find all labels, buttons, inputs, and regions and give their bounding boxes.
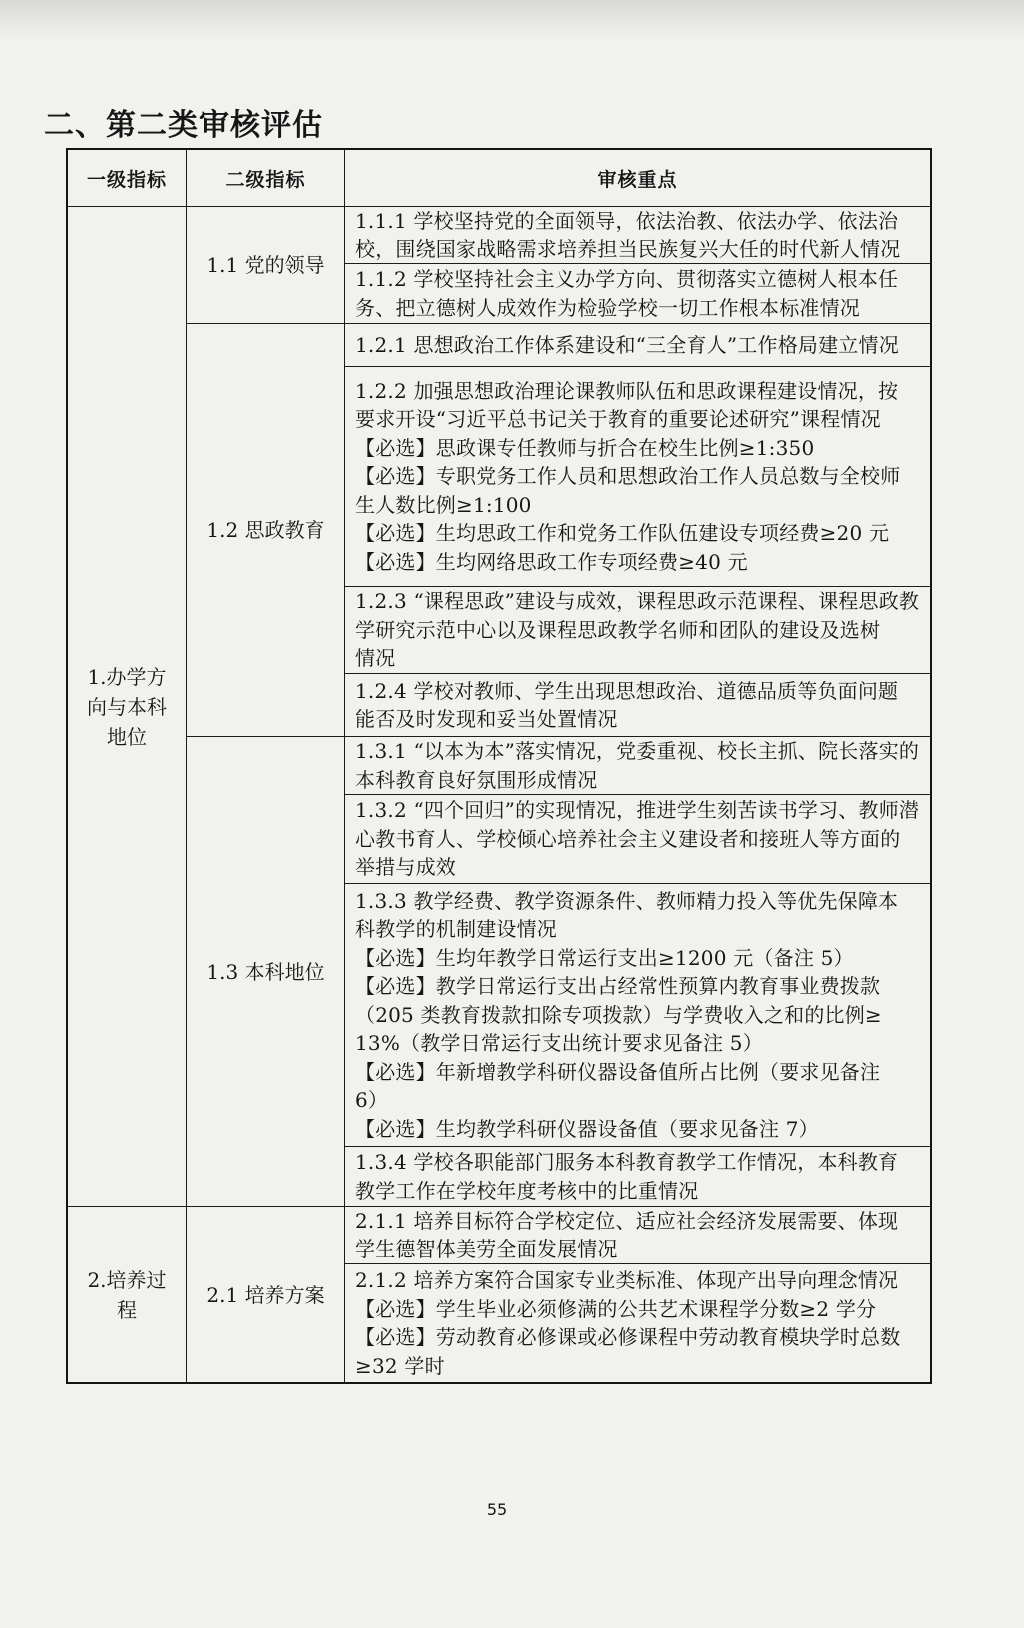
level2-indicator-1-2: 1.2 思政教育 [187, 324, 345, 737]
review-item-1-1-2: 1.1.2 学校坚持社会主义办学方向、贯彻落实立德树人根本任 务、把立德树人成效作为检验学校一切工作根本标准情况 [345, 264, 930, 324]
review-item-1-3-2: 1.3.2 “四个回归”的实现情况，推进学生刻苦读书学习、教师潜 心教书育人、学校倾心培养社会主义建设者和接班人等方面的 举措与成效 [345, 795, 930, 884]
review-item-2-1-1: 2.1.1 培养目标符合学校定位、适应社会经济发展需要、体现 学生德智体美劳全面发展情况 [345, 1207, 930, 1264]
header-level1: 一级指标 [68, 150, 187, 207]
review-item-1-3-1: 1.3.1 “以本为本”落实情况，党委重视、校长主抓、院长落实的 本科教育良好氛围形成情况 [345, 737, 930, 795]
scan-shadow [0, 0, 1024, 40]
review-item-1-2-2: 1.2.2 加强思想政治理论课教师队伍和思政课程建设情况，按 要求开设“习近平总书记关于教育的重要论述研究”课程情况 【必选】思政课专任教师与折合在校生比例≥1:350 【必选】专职党务工作人员和思想政治工作人员总数与全校师 生人数比例≥1:100 【必选】生均思政工作和党务工作队伍建设专项经费≥20 元 【必选】生均网络思政工作专项经费≥40 元 [345, 367, 930, 587]
level1-indicator-1: 1.办学方 向与本科 地位 [68, 207, 187, 1207]
header-focus: 审核重点 [345, 150, 930, 207]
audit-evaluation-table [66, 148, 932, 1384]
level2-indicator-1-1: 1.1 党的领导 [187, 207, 345, 324]
review-item-1-2-3: 1.2.3 “课程思政”建设与成效，课程思政示范课程、课程思政教 学研究示范中心以及课程思政教学名师和团队的建设及选树 情况 [345, 587, 930, 674]
header-level2: 二级指标 [187, 150, 345, 207]
review-item-1-1-1: 1.1.1 学校坚持党的全面领导，依法治教、依法办学、依法治 校，围绕国家战略需求培养担当民族复兴大任的时代新人情况 [345, 207, 930, 264]
review-item-1-2-4: 1.2.4 学校对教师、学生出现思想政治、道德品质等负面问题 能否及时发现和妥当处置情况 [345, 674, 930, 737]
review-item-1-3-3: 1.3.3 教学经费、教学资源条件、教师精力投入等优先保障本 科教学的机制建设情况 【必选】生均年教学日常运行支出≥1200 元（备注 5） 【必选】教学日常运行支出占经常性预算内教育事业费拨款 （205 类教育拨款扣除专项拨款）与学费收入之和的比例≥ 13%（教学日常运行支出统计要求见备注 5） 【必选】年新增教学科研仪器设备值所占比例（要求见备注 6） 【必选】生均教学科研仪器设备值（要求见备注 7） [345, 884, 930, 1147]
review-item-1-2-1: 1.2.1 思想政治工作体系建设和“三全育人”工作格局建立情况 [345, 324, 930, 367]
level2-indicator-2-1: 2.1 培养方案 [187, 1207, 345, 1382]
level1-indicator-2: 2.培养过 程 [68, 1207, 187, 1382]
review-item-1-3-4: 1.3.4 学校各职能部门服务本科教育教学工作情况，本科教育 教学工作在学校年度考核中的比重情况 [345, 1147, 930, 1207]
page-number: 55 [486, 1500, 508, 1519]
review-item-2-1-2: 2.1.2 培养方案符合国家专业类标准、体现产出导向理念情况 【必选】学生毕业必须修满的公共艺术课程学分数≥2 学分 【必选】劳动教育必修课或必修课程中劳动教育模块学时总数 ≥32 学时 [355, 1268, 901, 1378]
section-title: 二、第二类审核评估 [44, 108, 323, 143]
level2-indicator-1-3: 1.3 本科地位 [187, 737, 345, 1207]
